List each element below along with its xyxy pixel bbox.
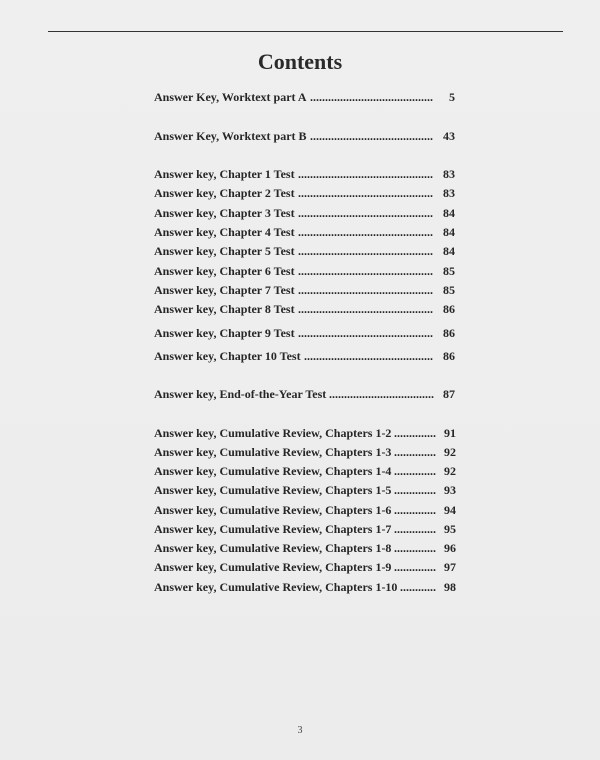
page-number: 3 [297,725,303,736]
toc-entry-page: 87 [443,387,455,401]
toc-entry [154,348,454,364]
header-rule [48,31,563,32]
toc-leader-dots: ............................................. [298,302,433,316]
toc-entry [154,224,454,240]
toc-entry-page: 83 [443,167,455,181]
toc-entry-label: Answer key, Cumulative Review, Chapters 1-8 [154,541,392,555]
toc-leader-dots: ......................................... [310,129,433,143]
toc-entry-page: 86 [443,302,455,316]
toc-leader-dots: .............. [394,445,436,459]
toc-entry-page: 84 [443,244,455,258]
toc-entry-label: Answer key, Chapter 8 Test [154,302,295,316]
toc-leader-dots: ........................................... [304,349,433,363]
toc-entry [154,463,454,479]
toc-leader-dots: ............ [400,580,436,594]
toc-leader-dots: .............. [394,560,436,574]
toc-entry-page: 83 [443,186,455,200]
toc-entry-page: 5 [449,90,455,104]
toc-entry-label: Answer key, Cumulative Review, Chapters 1-2 [154,426,392,440]
toc-entry-page: 92 [444,445,456,459]
toc-entry-page: 84 [443,225,455,239]
toc-entry [154,540,454,556]
toc-leader-dots: ............................................. [298,206,433,220]
toc-entry [154,263,454,279]
toc-entry-label: Answer key, Cumulative Review, Chapters 1-4 [154,464,392,478]
toc-entry [154,325,454,341]
toc-entry-page: 85 [443,283,455,297]
toc-entry-label: Answer key, Chapter 1 Test [154,167,295,181]
toc-leader-dots: ............................................. [298,264,433,278]
toc-entry-page: 85 [443,264,455,278]
toc-leader-dots: .............. [394,426,436,440]
toc-entry [154,425,454,441]
toc-entry-page: 95 [444,522,456,536]
toc-entry [154,243,454,259]
toc-entry-label: Answer Key, Worktext part A [154,90,307,104]
toc-entry-label: Answer key, Chapter 3 Test [154,206,295,220]
toc-leader-dots: ............................................. [298,186,433,200]
toc-leader-dots: ................................... [329,387,434,401]
toc-entry-label: Answer key, Cumulative Review, Chapters 1-3 [154,445,392,459]
toc-entry-page: 97 [444,560,456,574]
toc-entry [154,521,454,537]
toc-entry [154,579,454,595]
toc-entry [154,128,454,144]
toc-leader-dots: .............. [394,483,436,497]
toc-leader-dots: ............................................. [298,326,433,340]
toc-entry [154,205,454,221]
toc-entry-label: Answer key, Chapter 2 Test [154,186,295,200]
toc-entry-label: Answer key, Cumulative Review, Chapters 1-9 [154,560,392,574]
toc-entry [154,502,454,518]
toc-entry-page: 43 [443,129,455,143]
toc-entry-label: Answer key, Chapter 5 Test [154,244,295,258]
toc-entry-label: Answer key, End-of-the-Year Test [154,387,327,401]
toc-entry-page: 98 [444,580,456,594]
toc-entry [154,559,454,575]
toc-leader-dots: ............................................. [298,225,433,239]
toc-entry-label: Answer key, Chapter 7 Test [154,283,295,297]
toc-entry [154,166,454,182]
toc-entry-page: 86 [443,349,455,363]
toc-entry [154,482,454,498]
toc-entry-page: 91 [444,426,456,440]
toc-entry [154,89,454,105]
toc-entry-label: Answer key, Cumulative Review, Chapters 1-5 [154,483,392,497]
toc-leader-dots: .............. [394,464,436,478]
toc-entry-label: Answer key, Chapter 6 Test [154,264,295,278]
toc-entry-label: Answer key, Cumulative Review, Chapters 1-7 [154,522,392,536]
toc-entry-label: Answer key, Chapter 4 Test [154,225,295,239]
toc-entry-page: 84 [443,206,455,220]
page-title: Contents [257,49,343,74]
toc-entry-label: Answer key, Chapter 9 Test [154,326,295,340]
toc-leader-dots: ............................................. [298,283,433,297]
toc-entry-label: Answer key, Cumulative Review, Chapters 1-6 [154,503,392,517]
toc-entry [154,301,454,317]
toc-entry [154,185,454,201]
toc-leader-dots: .............. [394,522,436,536]
toc-entry-label: Answer key, Cumulative Review, Chapters 1-10 [154,580,398,594]
toc-entry-label: Answer key, Chapter 10 Test [154,349,301,363]
toc-entry-label: Answer Key, Worktext part B [154,129,307,143]
toc-leader-dots: ......................................... [310,90,433,104]
toc-entry-page: 92 [444,464,456,478]
toc-entry-page: 86 [443,326,455,340]
toc-entry [154,282,454,298]
toc-entry-page: 96 [444,541,456,555]
toc-entry [154,444,454,460]
toc-leader-dots: .............. [394,541,436,555]
toc-leader-dots: .............. [394,503,436,517]
toc-entry-page: 94 [444,503,456,517]
toc-leader-dots: ............................................. [298,244,433,258]
toc-entry-page: 93 [444,483,456,497]
toc-leader-dots: ............................................. [298,167,433,181]
toc-entry [154,386,454,402]
